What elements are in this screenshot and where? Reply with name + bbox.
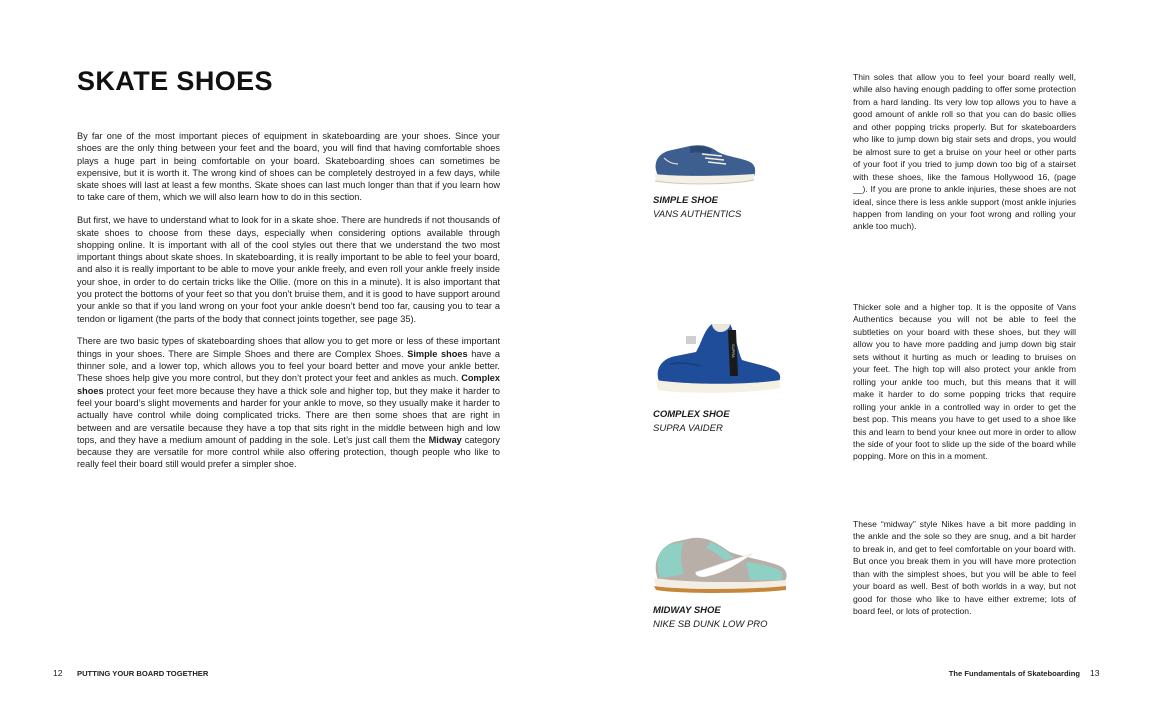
supra-vaider-shoe-image (650, 316, 785, 396)
simple-shoes-term: Simple shoes (407, 348, 468, 359)
right-book-title: The Fundamentals of Skateboarding (948, 669, 1080, 678)
nike-sb-dunk-shoe-image (650, 528, 795, 594)
midway-shoe-model: NIKE SB DUNK LOW PRO (653, 618, 768, 630)
types-text-4: category because they are versatile for more control while also offering protection, though people who like to really feel their board still would prefer a simpler shoe. (77, 434, 501, 470)
complex-shoe-type: COMPLEX SHOE (653, 409, 730, 420)
supra-tongue-text: SUPRA (731, 344, 736, 358)
simple-shoe-description: Thin soles that allow you to feel your board really well, while also having enough padding to offer some protection from a hard landing. Its very low top allows you to have a good amount of ankle roll so that you can do basic ollies and other popping tricks properly. But for skateboarders who like to jump down big stair sets and drops, you would be almost sure to get a bruise on your heel or other parts of your foot if you tried to jump down too big of a stairset with these shoes, like the famous Hollywood 16, (page __). If you are prone to ankle injuries, these shoes are not ideal, since there is less ankle support (most ankle injuries happen from landing on your foot wrong and rolling your ankle too much). (853, 72, 1076, 232)
types-text-2: have a thinner sole, and a lower top, which allows you to feel your board better and move your ankle better. These shoes help give you more control, but they don’t protect your feet and ankles as much. (77, 348, 501, 384)
simple-shoe-caption (653, 194, 741, 221)
right-page-number: 13 (1090, 668, 1100, 678)
vans-authentic-shoe-image (650, 130, 760, 190)
midway-shoe-type: MIDWAY SHOE (653, 605, 721, 616)
left-section-title: PUTTING YOUR BOARD TOGETHER (77, 669, 209, 678)
complex-shoe-caption (653, 408, 730, 435)
intro-text-column (77, 130, 500, 481)
shoe-types-paragraph (77, 335, 500, 470)
intro-paragraph-1: By far one of the most important pieces of equipment in skateboarding are your shoes. Since your shoes are the only thing between your feet and the board, you will find that having comfortable shoes plays a huge part in being comfortable on your board. Skateboarding shoes can sometimes be expensive, but it is worth it. The wrong kind of shoes can be completely destroyed in a few days, while skate shoes will last at least a few months. Skate shoes can last much longer than that if you learn how to take care of them, which we will also learn how to do in this section. (77, 131, 500, 203)
midway-shoe-caption (653, 604, 768, 631)
types-text-1: There are two basic types of skateboarding shoes that allow you to get more or less of these important things in your shoes. There are Simple Shoes and there are Complex Shoes. (77, 336, 500, 359)
left-page-number: 12 (53, 668, 63, 678)
types-text-3: protect your feet more because they have a thick sole and higher top, but they make it harder to feel your board’s slight movements and harder for your ankle to move, so they usually make it harder to actually have control while doing complicated tricks. There are then some shoes that are right in between and are versatile because they have a top that sits right in the middle between high and low tops, and they have a medium amount of padding in the sole. Let’s just call them the (77, 385, 500, 445)
midway-shoe-description: These “midway” style Nikes have a bit more padding in the ankle and the sole so they are snug, and a bit harder to break in, and get to feel comfortable on your board with. But once you break them in you will have more protection than with the simplest shoes, but you will be able to feel your board as well. Best of both worlds in a way, but not good for those who like to have either extreme; lots of board feel, or lots of protection. (853, 519, 1076, 617)
midway-term: Midway (428, 434, 462, 445)
simple-shoe-model: VANS AUTHENTICS (653, 208, 742, 220)
page-title: SKATE SHOES (77, 66, 273, 96)
complex-shoe-description: Thicker sole and a higher top. It is the opposite of Vans Authentics because you will not be able to feel the subtleties on your board with these shoes, but they will allow you to have more padding and jump down big stair sets without it hurting as much or leading to bruises on your feet. The high top will also protect your ankle from rolling your ankle too much, but this means that it will make it harder to do some popping tricks that require rolling your ankle in a controlled way in order to get the best pop. This means you have to get used to a shoe like this and learn to bend your knee out more in order to allow the side of your foot to slide up the side of the board while popping. More on this in a moment. (853, 302, 1076, 462)
simple-shoe-type: SIMPLE SHOE (653, 195, 718, 206)
complex-shoe-model: SUPRA VAIDER (653, 422, 723, 434)
complex-shoes-term: Complex shoes (77, 373, 500, 396)
intro-paragraph-2: But first, we have to understand what to look for in a skate shoe. There are hundreds if not thousands of skate shoes to choose from these days, especially when considering options available through shopping online. It is important with all of the cool styles out there that we understand the two most important things about skate shoes. In skateboarding, it is really important to be able to feel your board, and also it is really important to be able to move your ankle freely, and even roll your ankle freely inside your shoe, in order to do certain tricks like the Ollie. (more on this in a minute). It is also important that you protect the bottoms of your feet so that you don’t bruise them, and it is good to have support around your ankle so that if you land wrong on your foot your ankle doesn’t bend too far, causing you to tear a tendon or ligament (the parts of the body that connect joints together, see page 35). (77, 215, 500, 324)
